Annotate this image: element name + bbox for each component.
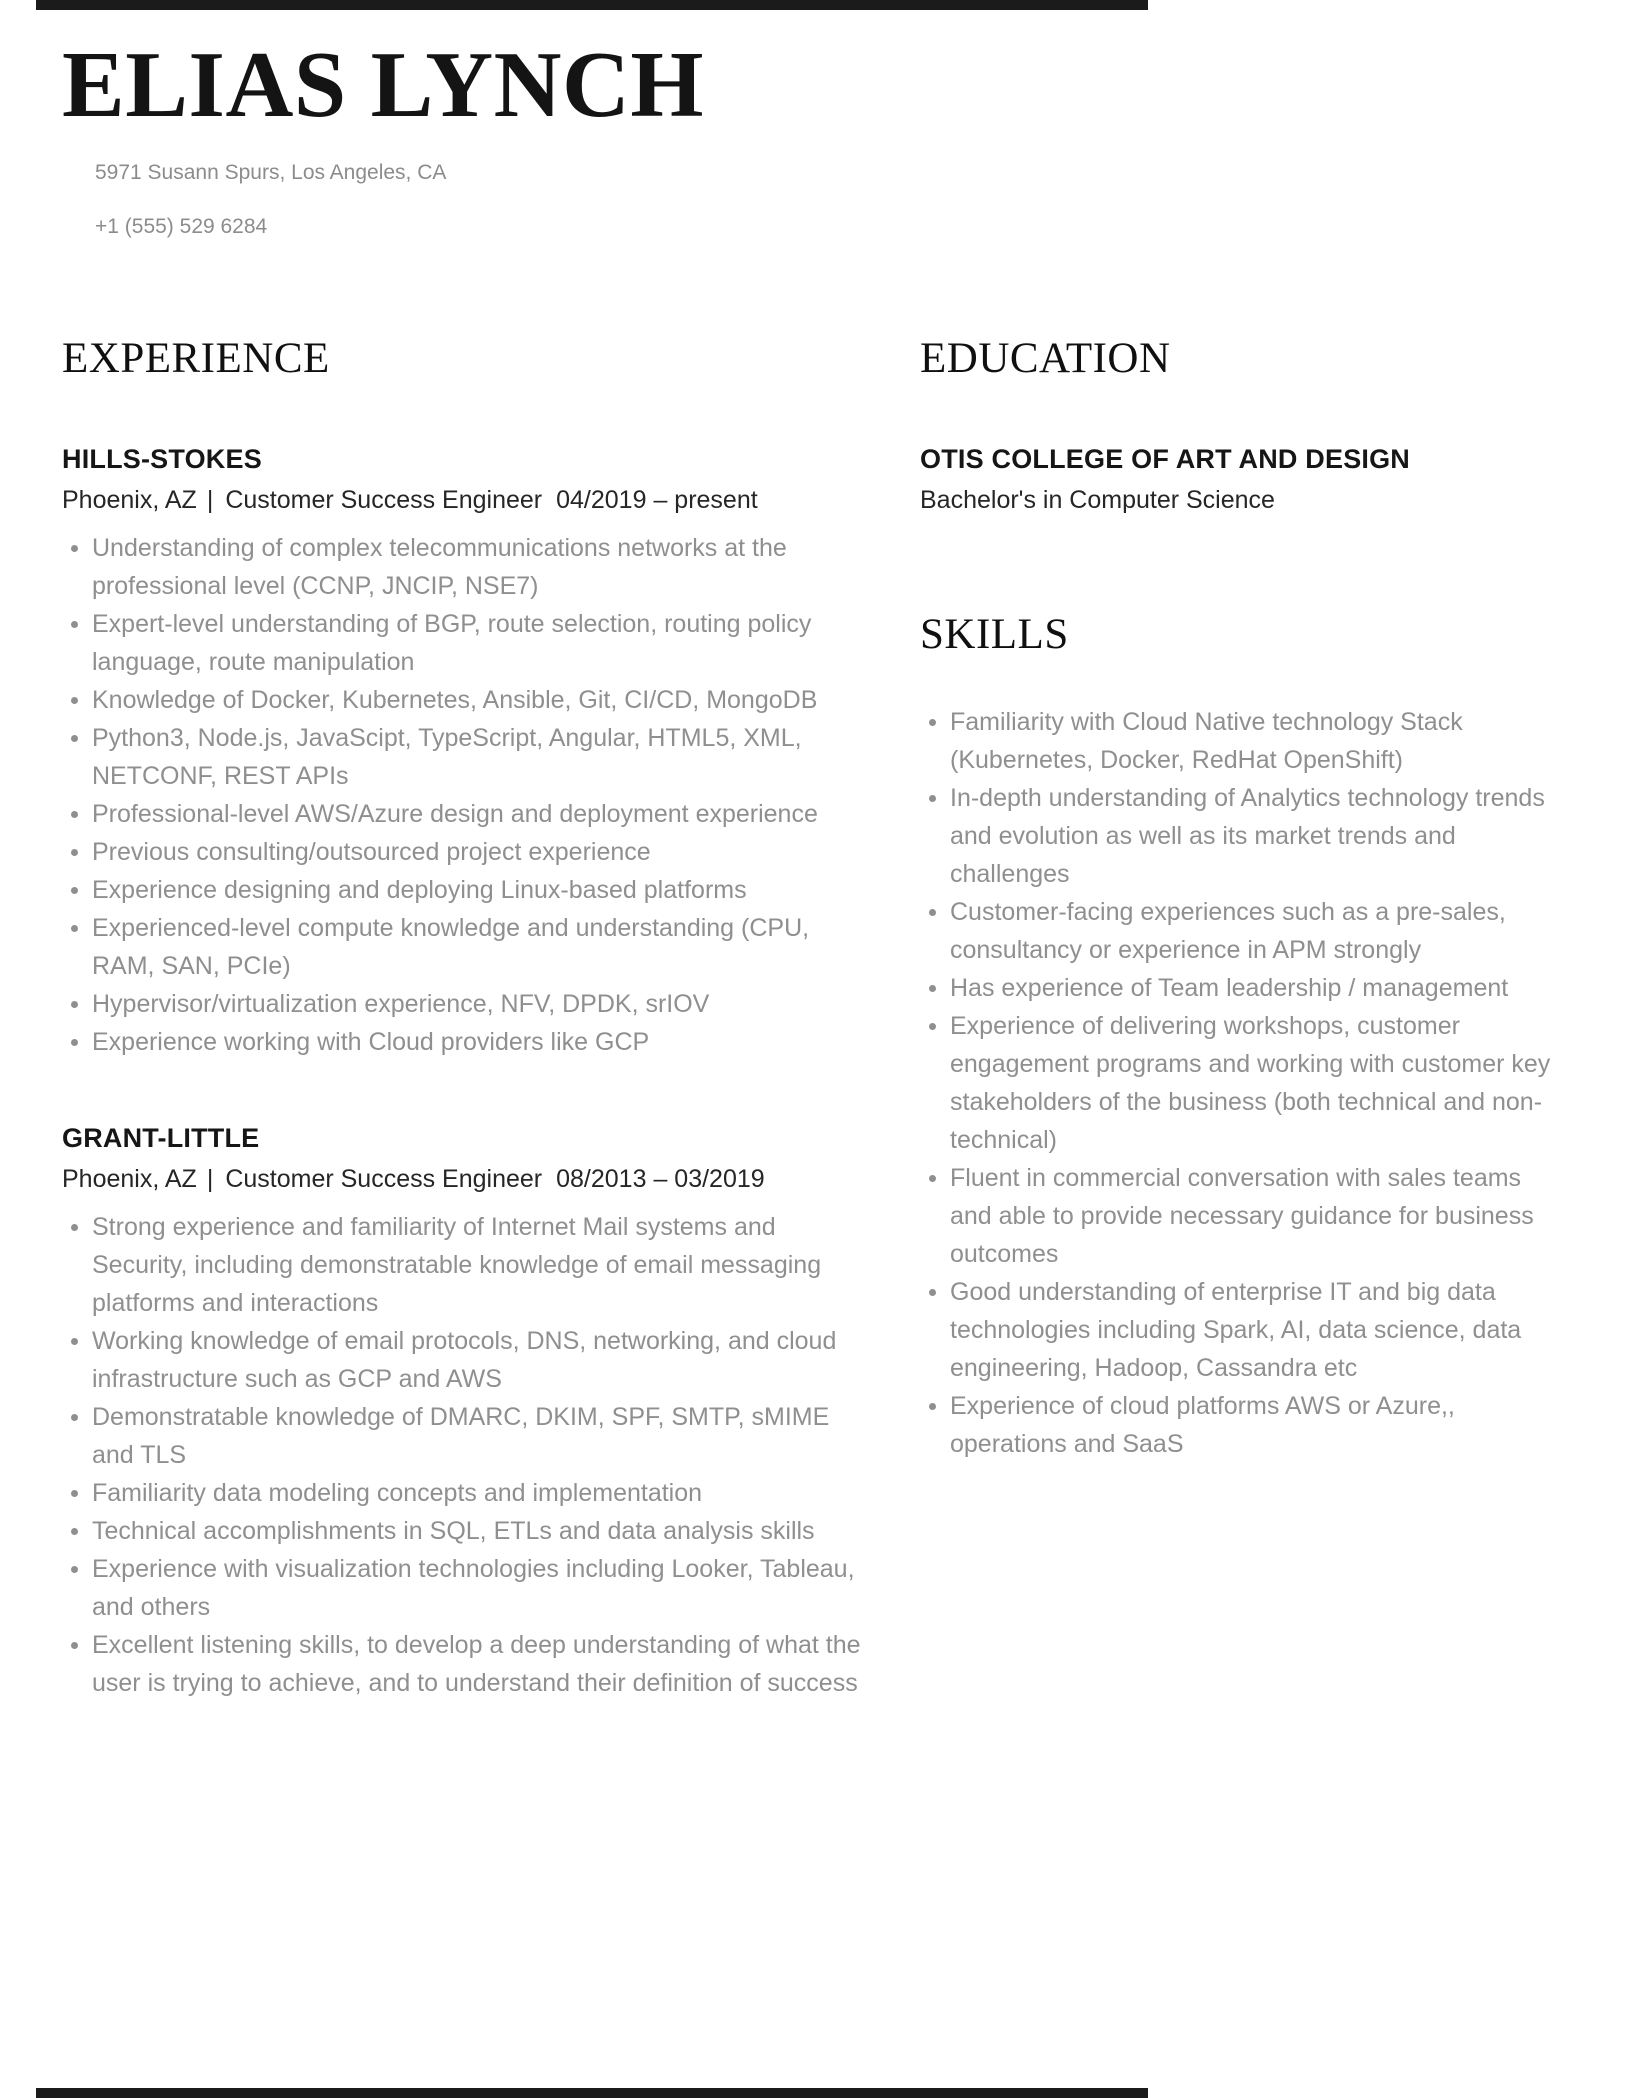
job-grant-little: [62, 1123, 864, 1702]
job-role: Customer Success Engineer: [225, 1165, 543, 1194]
job-company: GRANT-LITTLE: [62, 1123, 260, 1154]
education-degree: Bachelor's in Computer Science: [920, 486, 1275, 515]
job-location: Phoenix, AZ: [62, 1165, 197, 1194]
job-bullet: Knowledge of Docker, Kubernetes, Ansible, Git, CI/CD, MongoDB: [62, 681, 864, 719]
education-section: [920, 335, 1566, 515]
job-bullet-list: [62, 1208, 864, 1702]
content-columns: [0, 239, 1632, 1702]
job-bullet: Understanding of complex telecommunications networks at the professional level (CCNP, JNCIP, NSE7): [62, 529, 864, 605]
job-bullet: Professional-level AWS/Azure design and deployment experience: [62, 795, 864, 833]
meta-separator: |: [206, 1165, 214, 1194]
job-role: Customer Success Engineer: [225, 486, 543, 515]
job-dates: 08/2013 – 03/2019: [556, 1165, 765, 1194]
resume-name: ELIAS LYNCH: [62, 33, 704, 137]
job-bullet: Working knowledge of email protocols, DNS, networking, and cloud infrastructure such as GCP and AWS: [62, 1322, 864, 1398]
job-bullet: Experience designing and deploying Linux-based platforms: [62, 871, 864, 909]
job-bullet: Technical accomplishments in SQL, ETLs and data analysis skills: [62, 1512, 864, 1550]
job-location: Phoenix, AZ: [62, 486, 197, 515]
job-bullet: Experience with visualization technologies including Looker, Tableau, and others: [62, 1550, 864, 1626]
contact-address: 5971 Susann Spurs, Los Angeles, CA: [95, 161, 447, 184]
job-bullet: Strong experience and familiarity of Internet Mail systems and Security, including demonstratable knowledge of email messaging platforms and interactions: [62, 1208, 864, 1322]
skill-bullet: Familiarity with Cloud Native technology Stack (Kubernetes, Docker, RedHat OpenShift): [920, 703, 1566, 779]
page-edge-bar-top: [36, 0, 1148, 10]
job-bullet: Previous consulting/outsourced project experience: [62, 833, 864, 871]
job-bullet: Demonstratable knowledge of DMARC, DKIM, SPF, SMTP, sMIME and TLS: [62, 1398, 864, 1474]
job-meta: [62, 1164, 864, 1194]
section-title-skills: SKILLS: [920, 611, 1069, 659]
job-company: HILLS-STOKES: [62, 444, 262, 475]
job-bullet: Expert-level understanding of BGP, route selection, routing policy language, route manipulation: [62, 605, 864, 681]
education-school: OTIS COLLEGE OF ART AND DESIGN: [920, 444, 1411, 475]
skills-section: [920, 611, 1566, 1462]
job-bullet: Experienced-level compute knowledge and understanding (CPU, RAM, SAN, PCIe): [62, 909, 864, 985]
job-bullet: Familiarity data modeling concepts and implementation: [62, 1474, 864, 1512]
job-bullet: Python3, Node.js, JavaScipt, TypeScript, Angular, HTML5, XML, NETCONF, REST APIs: [62, 719, 864, 795]
skill-bullet: Fluent in commercial conversation with sales teams and able to provide necessary guidance for business outcomes: [920, 1159, 1566, 1273]
skill-bullet: Experience of delivering workshops, customer engagement programs and working with customer key stakeholders of the business (both technical and non-technical): [920, 1007, 1566, 1159]
job-hills-stokes: [62, 444, 864, 1061]
job-bullet: Hypervisor/virtualization experience, NFV, DPDK, srIOV: [62, 985, 864, 1023]
right-column: [920, 335, 1566, 1463]
resume-header: [0, 0, 1632, 239]
job-bullet-list: [62, 529, 864, 1061]
skill-bullet: Customer-facing experiences such as a pre-sales, consultancy or experience in APM strongly: [920, 893, 1566, 969]
skill-bullet: Good understanding of enterprise IT and big data technologies including Spark, AI, data science, data engineering, Hadoop, Cassandra etc: [920, 1273, 1566, 1387]
job-dates: 04/2019 – present: [556, 486, 758, 515]
page-edge-bar-bottom: [36, 2088, 1148, 2098]
experience-section: [62, 335, 864, 1702]
skill-bullet: In-depth understanding of Analytics technology trends and evolution as well as its market trends and challenges: [920, 779, 1566, 893]
section-title-experience: EXPERIENCE: [62, 335, 330, 382]
contact-phone: +1 (555) 529 6284: [95, 215, 268, 238]
meta-separator: |: [206, 486, 214, 515]
section-title-education: EDUCATION: [920, 335, 1171, 382]
skill-bullet: Experience of cloud platforms AWS or Azure,, operations and SaaS: [920, 1387, 1566, 1463]
skill-bullet: Has experience of Team leadership / management: [920, 969, 1566, 1007]
job-meta: [62, 485, 864, 515]
skills-bullet-list: [920, 703, 1566, 1463]
job-bullet: Experience working with Cloud providers like GCP: [62, 1023, 864, 1061]
job-bullet: Excellent listening skills, to develop a deep understanding of what the user is trying to achieve, and to understand their definition of success: [62, 1626, 864, 1702]
